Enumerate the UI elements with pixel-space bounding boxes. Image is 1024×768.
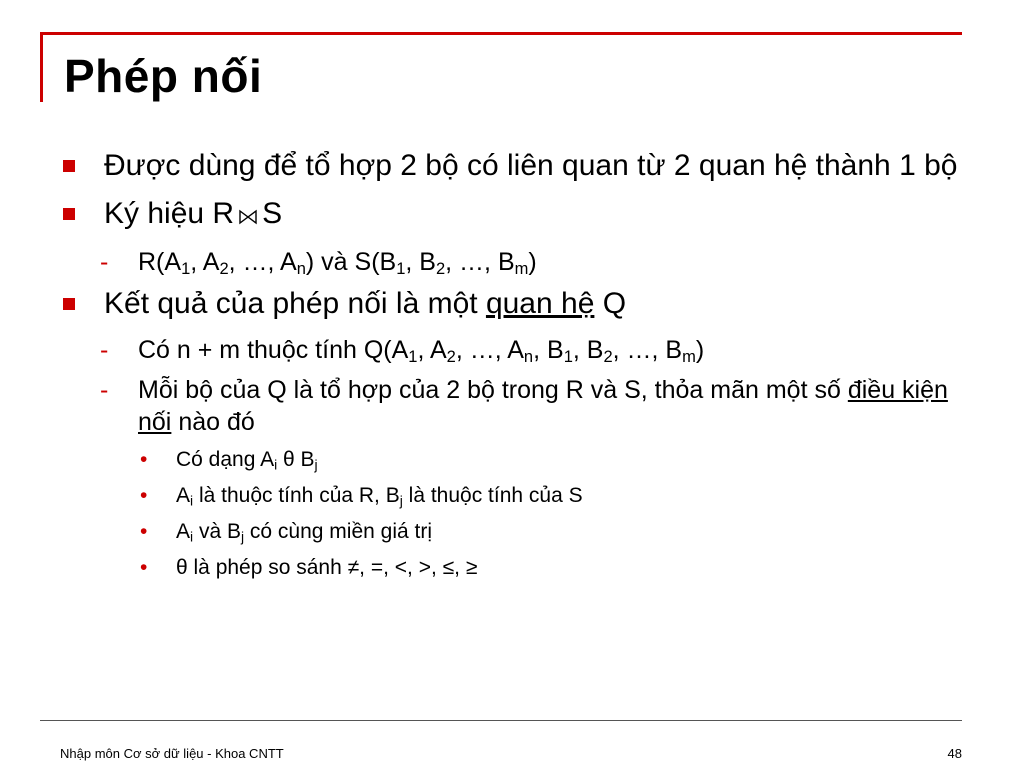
footer-course-label: Nhập môn Cơ sở dữ liệu - Khoa CNTT (60, 746, 284, 761)
subscript: n (523, 348, 534, 367)
subscript: j (240, 528, 245, 545)
subscript: 2 (435, 260, 446, 279)
subscript: 1 (181, 260, 191, 279)
square-bullet-icon (63, 298, 75, 310)
subscript: 1 (396, 260, 406, 279)
sub-bullet-1 (60, 446, 962, 473)
subscript: 2 (446, 348, 456, 367)
sub-bullet-4 (60, 554, 962, 581)
subscript: 1 (563, 348, 573, 367)
text-run: , …, B (445, 248, 515, 276)
dash-bullet-icon: - (100, 336, 109, 364)
footer-divider (40, 720, 962, 721)
subscript: m (682, 348, 696, 367)
bullet-2-suffix: S (262, 197, 283, 230)
quan-he-underlined-term: quan hệ (485, 287, 595, 320)
bullet-1-text: Được dùng để tổ hợp 2 bộ có liên quan từ 2 quan hệ thành 1 bộ (104, 149, 958, 182)
sub-bullet-1-text (176, 448, 318, 471)
sub-bullet-3 (60, 518, 962, 545)
text-run: , …, B (612, 336, 683, 364)
text-run: và B (193, 520, 241, 543)
text-run: ) (695, 336, 705, 364)
subscript: j (399, 492, 403, 509)
bullet-3-2 (60, 374, 962, 438)
subscript: i (190, 492, 194, 509)
text-run: ) (528, 248, 537, 276)
square-bullet-icon (63, 208, 75, 220)
sub-bullet-2 (60, 482, 962, 509)
dash-bullet-icon: - (100, 248, 109, 276)
dot-bullet-icon: • (140, 520, 148, 543)
bullet-3-1-text (138, 336, 705, 367)
subscript: 2 (603, 348, 613, 367)
text-run: , B (533, 336, 564, 364)
text-run: Có dạng A (176, 448, 275, 471)
bullet-1 (60, 148, 962, 184)
bullet-2-1-text (138, 248, 537, 279)
subscript: 2 (219, 260, 229, 279)
text-run: , A (190, 248, 220, 276)
text-run: , …, A (455, 336, 524, 364)
text-run: Có n + m thuộc tính Q(A (138, 336, 409, 364)
text-run: A (176, 520, 191, 543)
bullet-3 (60, 286, 962, 322)
subscript: 1 (408, 348, 418, 367)
text-run: , …, A (228, 248, 297, 276)
slide-title: Phép nối (64, 50, 263, 102)
text-run: A (176, 484, 191, 507)
bullet-3-2-prefix: Mỗi bộ của Q là tổ hợp của 2 bộ trong R và S, thỏa mãn một số (138, 376, 848, 404)
dot-bullet-icon: • (140, 448, 148, 471)
subscript: j (314, 456, 318, 473)
text-run: , B (572, 336, 604, 364)
slide-content (60, 148, 962, 590)
text-run: , B (405, 248, 436, 276)
dash-bullet-icon: - (100, 376, 109, 404)
subscript: n (296, 260, 306, 279)
title-frame-left-rule (40, 32, 43, 102)
dot-bullet-icon: • (140, 484, 148, 507)
square-bullet-icon (63, 160, 75, 172)
text-run: , A (417, 336, 447, 364)
text-run: là thuộc tính của S (402, 484, 583, 507)
sub-bullet-3-text (176, 520, 432, 543)
bullet-2-1 (60, 246, 962, 278)
text-run: R(A (138, 248, 182, 276)
text-run: θ B (277, 448, 315, 471)
subscript: i (274, 456, 278, 473)
bullet-2-prefix: Ký hiệu R (104, 197, 235, 230)
dot-bullet-icon: • (140, 556, 148, 579)
bullet-2 (60, 196, 962, 234)
footer-page-number: 48 (947, 746, 962, 761)
title-frame-top-rule (40, 32, 962, 35)
sub-bullet-4-text: θ là phép so sánh ≠, =, <, >, ≤, ≥ (176, 556, 478, 579)
bullet-3-1 (60, 334, 962, 366)
bullet-3-prefix: Kết quả của phép nối là một (104, 287, 486, 320)
bullet-3-2-suffix: nào đó (171, 408, 255, 436)
text-run: là thuộc tính của R, B (193, 484, 400, 507)
natural-join-icon (238, 198, 258, 234)
dieu-kien-noi-underlined-term: điều kiện nối (138, 376, 948, 436)
bullet-3-suffix: Q (594, 287, 627, 320)
text-run: ) và S(B (305, 248, 397, 276)
sub-bullet-2-text (176, 484, 583, 507)
text-run: có cùng miền giá trị (244, 520, 432, 543)
subscript: i (190, 528, 194, 545)
subscript: m (514, 260, 529, 279)
